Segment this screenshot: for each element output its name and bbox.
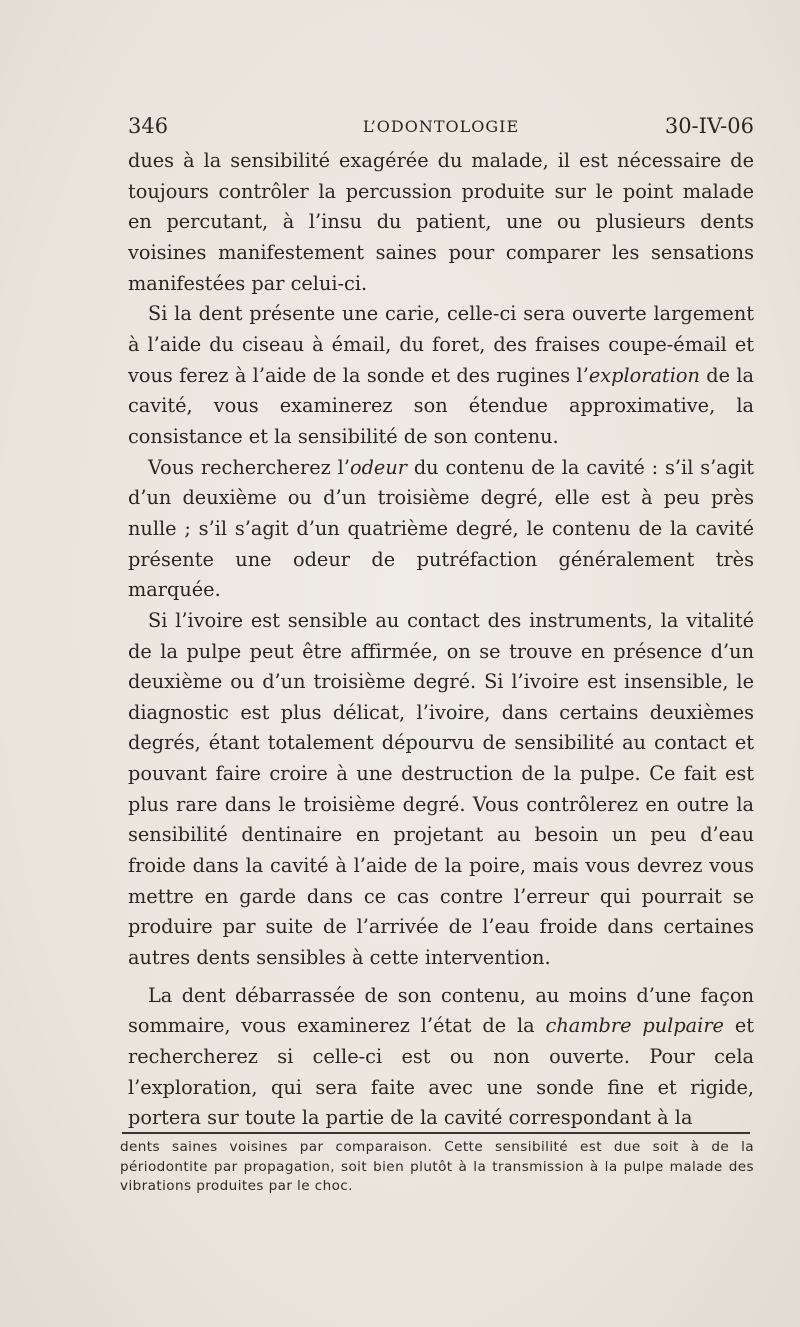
text-run: de la cavité, vous examinerez son étendue approximative, la consistance et la sensibilité de son contenu.: [128, 363, 754, 448]
main-text: [128, 146, 754, 1134]
paragraph: [128, 606, 754, 974]
paragraph: [128, 299, 754, 452]
italic-term: chambre pulpaire: [545, 1014, 724, 1038]
text-run: Si la dent présente une carie, celle-ci sera ouverte largement à l’aide du ciseau à émail, du foret, des fraises coupe-émail et vous ferez à l’aide de la sonde et des rugines l’: [128, 302, 754, 387]
running-title: L’ODONTOLOGIE: [362, 117, 520, 136]
text-run: du contenu de la cavité : s’il s’agit d’un deuxième ou d’un troisième degré, elle est à peu près nulle ; s’il s’agit d’un quatrième degré, le contenu de la cavité présente une odeur de putréfaction généralement très marquée.: [128, 455, 755, 602]
italic-term: exploration: [588, 363, 700, 387]
italic-term: odeur: [349, 455, 407, 479]
footnote-divider: [122, 1132, 750, 1134]
paragraph: [128, 453, 754, 606]
text-run: La dent débarrassée de son contenu, au moins d’une façon sommaire, vous examinerez l’état de la: [128, 983, 754, 1038]
issue-date: 30-IV-06: [664, 114, 754, 138]
text-run: dues à la sensibilité exagérée du malade, il est nécessaire de toujours contrôler la percussion produite sur le point malade en percutant, à l’insu du patient, une ou plusieurs dents voisines manifestement saines pour comparer les sensations manifestées par celui-ci.: [128, 149, 754, 295]
footnote: dents saines voisines par comparaison. Cette sensibilité est due soit à de la périodontite par propagation, soit bien plutôt à la transmission à la pulpe malade des vibrations produites par le choc.: [120, 1139, 754, 1194]
running-header: [128, 114, 754, 144]
page-number: 346: [128, 114, 169, 138]
text-run: Vous rechercherez l’: [148, 455, 350, 479]
paragraph: [128, 146, 754, 299]
text-run: Si l’ivoire est sensible au contact des instruments, la vitalité de la pulpe peut être affirmée, on se trouve en présence d’un deuxième ou d’un troisième degré. Si l’ivoire est insensible, le diagnostic est plus délicat, l’ivoire, dans certains deuxièmes degrés, étant totalement dépourvu de sensibilité au contact et pouvant faire croire à une destruction de la pulpe. Ce fait est plus rare dans le troisième degré. Vous contrôlerez en outre la sensibilité dentinaire en projetant au besoin un peu d’eau froide dans la cavité à l’aide de la poire, mais vous devrez vous mettre en garde dans ce cas contre l’erreur qui pourrait se produire par suite de l’arrivée de l’eau froide dans certaines autres dents sensibles à cette intervention.: [128, 608, 754, 970]
text-run: et rechercherez si celle-ci est ou non ouverte. Pour cela l’exploration, qui sera faite avec une sonde fine et rigide, portera sur toute la partie de la cavité correspondant à la: [128, 1014, 754, 1130]
paragraph: [128, 981, 754, 1134]
